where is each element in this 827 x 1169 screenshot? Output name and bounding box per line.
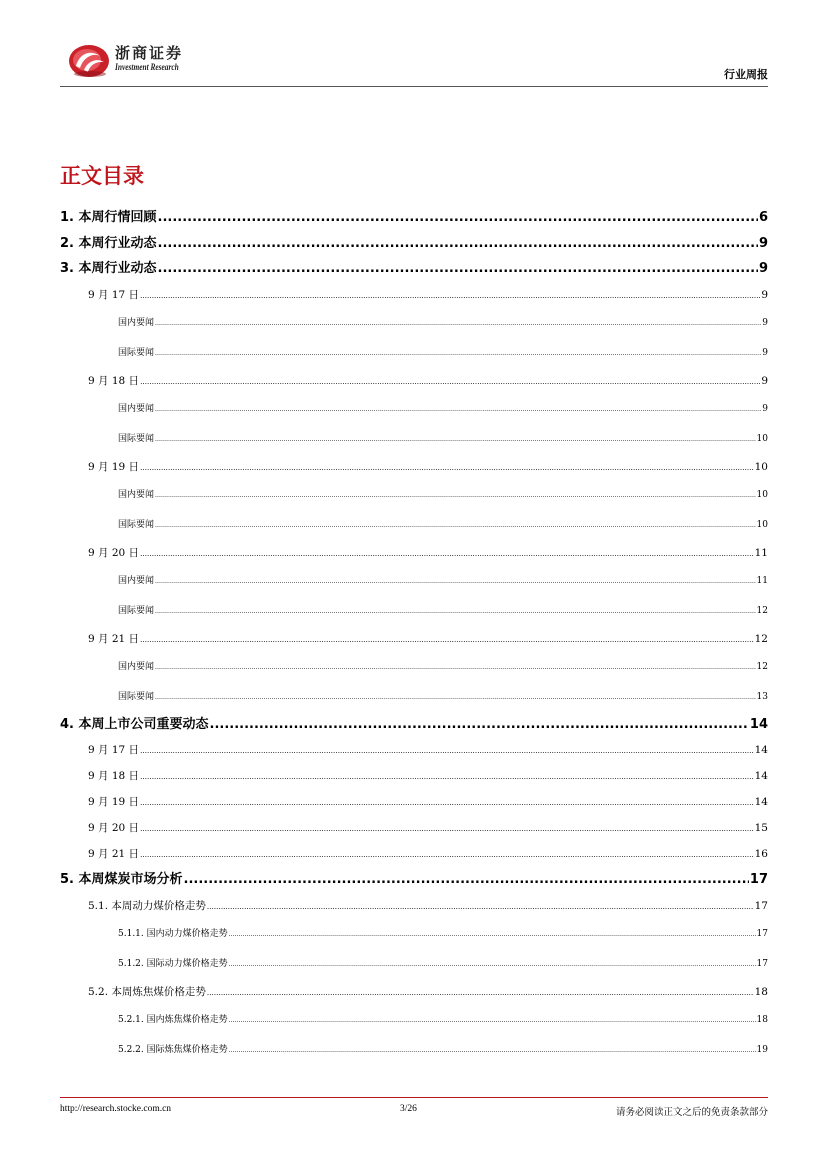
toc-entry-level-2[interactable] bbox=[60, 626, 768, 652]
toc-entry-title: 5.1.2. 国际动力煤价格走势 bbox=[118, 958, 228, 969]
toc-entry-title: 9 月 17 日 bbox=[88, 288, 140, 301]
toc-leader-dots bbox=[155, 425, 756, 455]
toc-entry-title: 5.2.1. 国内炼焦煤价格走势 bbox=[118, 1014, 228, 1025]
toc-entry-title: 5.1. 本周动力煤价格走势 bbox=[88, 899, 206, 912]
toc-entry-title: 2. 本周行业动态 bbox=[60, 235, 157, 251]
toc-entry-level-2[interactable] bbox=[60, 979, 768, 1005]
toc-entry-page: 9 bbox=[762, 403, 768, 414]
toc-entry-level-2[interactable] bbox=[60, 815, 768, 841]
toc-leader-dots bbox=[140, 541, 754, 567]
toc-entry-title: 9 月 21 日 bbox=[88, 632, 140, 645]
toc-leader-dots bbox=[155, 511, 756, 541]
toc-entry-page: 15 bbox=[754, 822, 768, 834]
toc-entry-page: 9 bbox=[762, 347, 768, 358]
toc-entry-page: 9 bbox=[762, 317, 768, 328]
table-of-contents bbox=[60, 205, 768, 1065]
toc-entry-title: 9 月 20 日 bbox=[88, 546, 140, 559]
toc-entry-level-1[interactable] bbox=[60, 712, 768, 738]
toc-entry-level-3[interactable] bbox=[60, 308, 768, 338]
toc-entry-title: 5. 本周煤炭市场分析 bbox=[60, 872, 183, 887]
company-name-cn: 浙商证券 bbox=[115, 44, 184, 62]
toc-leader-dots bbox=[140, 283, 760, 309]
toc-entry-title: 3. 本周行业动态 bbox=[60, 261, 157, 276]
toc-entry-page: 10 bbox=[754, 460, 768, 473]
toc-leader-dots bbox=[229, 1006, 756, 1036]
toc-entry-page: 10 bbox=[756, 489, 768, 500]
toc-leader-dots bbox=[140, 790, 754, 816]
toc-leader-dots bbox=[140, 738, 754, 764]
toc-entry-title: 国内要闻 bbox=[118, 317, 155, 328]
toc-entry-level-3[interactable] bbox=[60, 394, 768, 424]
toc-leader-dots bbox=[155, 597, 756, 627]
toc-entry-level-2[interactable] bbox=[60, 737, 768, 763]
toc-leader-dots bbox=[158, 231, 758, 257]
toc-entry-level-3[interactable] bbox=[60, 480, 768, 510]
toc-entry-level-3[interactable] bbox=[60, 424, 768, 454]
toc-leader-dots bbox=[184, 867, 749, 893]
toc-entry-page: 14 bbox=[754, 744, 768, 756]
toc-entry-level-3[interactable] bbox=[60, 652, 768, 682]
toc-entry-level-2[interactable] bbox=[60, 841, 768, 867]
toc-entry-title: 9 月 17 日 bbox=[88, 744, 140, 756]
toc-leader-dots bbox=[140, 842, 754, 868]
toc-entry-level-1[interactable] bbox=[60, 231, 768, 257]
toc-leader-dots bbox=[155, 395, 761, 425]
toc-entry-page: 14 bbox=[749, 716, 768, 732]
toc-entry-level-2[interactable] bbox=[60, 282, 768, 308]
toc-entry-level-3[interactable] bbox=[60, 510, 768, 540]
toc-entry-page: 16 bbox=[754, 848, 768, 860]
toc-entry-title: 9 月 19 日 bbox=[88, 460, 140, 473]
toc-entry-title: 国内要闻 bbox=[118, 403, 155, 414]
toc-entry-level-2[interactable] bbox=[60, 454, 768, 480]
toc-leader-dots bbox=[229, 950, 756, 980]
toc-entry-title: 国内要闻 bbox=[118, 661, 155, 672]
toc-leader-dots bbox=[155, 339, 761, 369]
toc-entry-title: 国际要闻 bbox=[118, 433, 155, 444]
toc-entry-page: 12 bbox=[754, 632, 768, 645]
toc-entry-level-2[interactable] bbox=[60, 763, 768, 789]
toc-leader-dots bbox=[155, 653, 756, 683]
toc-entry-page: 17 bbox=[754, 899, 768, 912]
toc-leader-dots bbox=[158, 205, 758, 231]
toc-leader-dots bbox=[140, 455, 754, 481]
toc-entry-title: 国内要闻 bbox=[118, 489, 155, 500]
toc-leader-dots bbox=[207, 980, 754, 1006]
toc-entry-level-3[interactable] bbox=[60, 338, 768, 368]
toc-entry-title: 5.1.1. 国内动力煤价格走势 bbox=[118, 928, 228, 939]
page-footer bbox=[60, 1097, 768, 1118]
toc-entry-page: 9 bbox=[758, 235, 768, 251]
toc-entry-level-3[interactable] bbox=[60, 566, 768, 596]
toc-entry-page: 14 bbox=[754, 796, 768, 808]
toc-leader-dots bbox=[155, 683, 756, 713]
toc-entry-level-1[interactable] bbox=[60, 205, 768, 231]
toc-entry-level-2[interactable] bbox=[60, 893, 768, 919]
toc-title: 正文目录 bbox=[60, 164, 144, 188]
toc-entry-page: 18 bbox=[754, 985, 768, 998]
toc-entry-level-3[interactable] bbox=[60, 949, 768, 979]
company-name-en: Investment Research bbox=[115, 62, 179, 72]
toc-entry-title: 国际要闻 bbox=[118, 691, 155, 702]
toc-leader-dots bbox=[155, 309, 761, 339]
footer-url-link[interactable]: http://research.stocke.com.cn bbox=[60, 1104, 172, 1114]
toc-entry-page: 14 bbox=[754, 770, 768, 782]
toc-leader-dots bbox=[140, 816, 754, 842]
toc-leader-dots bbox=[140, 369, 760, 395]
toc-entry-level-1[interactable] bbox=[60, 867, 768, 893]
page-header bbox=[60, 40, 768, 87]
toc-entry-title: 9 月 20 日 bbox=[88, 822, 140, 834]
toc-leader-dots bbox=[207, 894, 754, 920]
toc-entry-level-2[interactable] bbox=[60, 789, 768, 815]
toc-entry-page: 17 bbox=[749, 872, 768, 887]
toc-entry-level-3[interactable] bbox=[60, 919, 768, 949]
toc-leader-dots bbox=[210, 712, 749, 738]
toc-entry-page: 10 bbox=[756, 433, 768, 444]
toc-leader-dots bbox=[158, 256, 758, 282]
toc-entry-title: 国内要闻 bbox=[118, 575, 155, 586]
toc-entry-level-2[interactable] bbox=[60, 368, 768, 394]
toc-entry-page: 17 bbox=[756, 928, 768, 939]
toc-entry-title: 9 月 18 日 bbox=[88, 770, 140, 782]
toc-entry-page: 11 bbox=[756, 575, 768, 586]
toc-leader-dots bbox=[140, 764, 754, 790]
toc-leader-dots bbox=[140, 627, 754, 653]
toc-entry-page: 9 bbox=[761, 374, 768, 387]
toc-entry-title: 国际要闻 bbox=[118, 605, 155, 616]
toc-entry-page: 6 bbox=[758, 210, 768, 225]
toc-entry-level-3[interactable] bbox=[60, 1035, 768, 1065]
toc-entry-page: 9 bbox=[761, 288, 768, 301]
toc-leader-dots bbox=[229, 1036, 756, 1066]
toc-entry-level-3[interactable] bbox=[60, 596, 768, 626]
toc-entry-page: 10 bbox=[756, 519, 768, 530]
footer-page-number: 3/26 bbox=[400, 1104, 417, 1114]
toc-entry-title: 9 月 21 日 bbox=[88, 848, 140, 860]
toc-entry-page: 17 bbox=[756, 958, 768, 969]
toc-entry-title: 国际要闻 bbox=[118, 519, 155, 530]
toc-entry-page: 11 bbox=[754, 546, 768, 559]
toc-entry-level-1[interactable] bbox=[60, 256, 768, 282]
toc-entry-page: 13 bbox=[756, 691, 768, 702]
toc-entry-title: 4. 本周上市公司重要动态 bbox=[60, 716, 209, 732]
toc-entry-title: 9 月 18 日 bbox=[88, 374, 140, 387]
toc-entry-level-2[interactable] bbox=[60, 540, 768, 566]
toc-entry-title: 国际要闻 bbox=[118, 347, 155, 358]
company-logo-icon bbox=[66, 40, 112, 80]
toc-entry-level-3[interactable] bbox=[60, 682, 768, 712]
toc-leader-dots bbox=[229, 920, 756, 950]
toc-entry-title: 9 月 19 日 bbox=[88, 796, 140, 808]
toc-entry-title: 1. 本周行情回顾 bbox=[60, 210, 157, 225]
footer-disclaimer: 请务必阅读正文之后的免责条款部分 bbox=[615, 1107, 768, 1118]
toc-leader-dots bbox=[155, 567, 756, 597]
logo-text bbox=[115, 44, 193, 73]
toc-entry-page: 19 bbox=[756, 1044, 768, 1055]
toc-entry-title: 5.2. 本周炼焦煤价格走势 bbox=[88, 985, 206, 998]
toc-entry-level-3[interactable] bbox=[60, 1005, 768, 1035]
toc-entry-title: 5.2.2. 国际炼焦煤价格走势 bbox=[118, 1044, 228, 1055]
toc-entry-page: 9 bbox=[758, 261, 768, 276]
report-type-label: 行业周报 bbox=[724, 68, 768, 81]
toc-entry-page: 12 bbox=[756, 661, 768, 672]
toc-entry-page: 18 bbox=[756, 1014, 768, 1025]
toc-entry-page: 12 bbox=[756, 605, 768, 616]
toc-leader-dots bbox=[155, 481, 756, 511]
